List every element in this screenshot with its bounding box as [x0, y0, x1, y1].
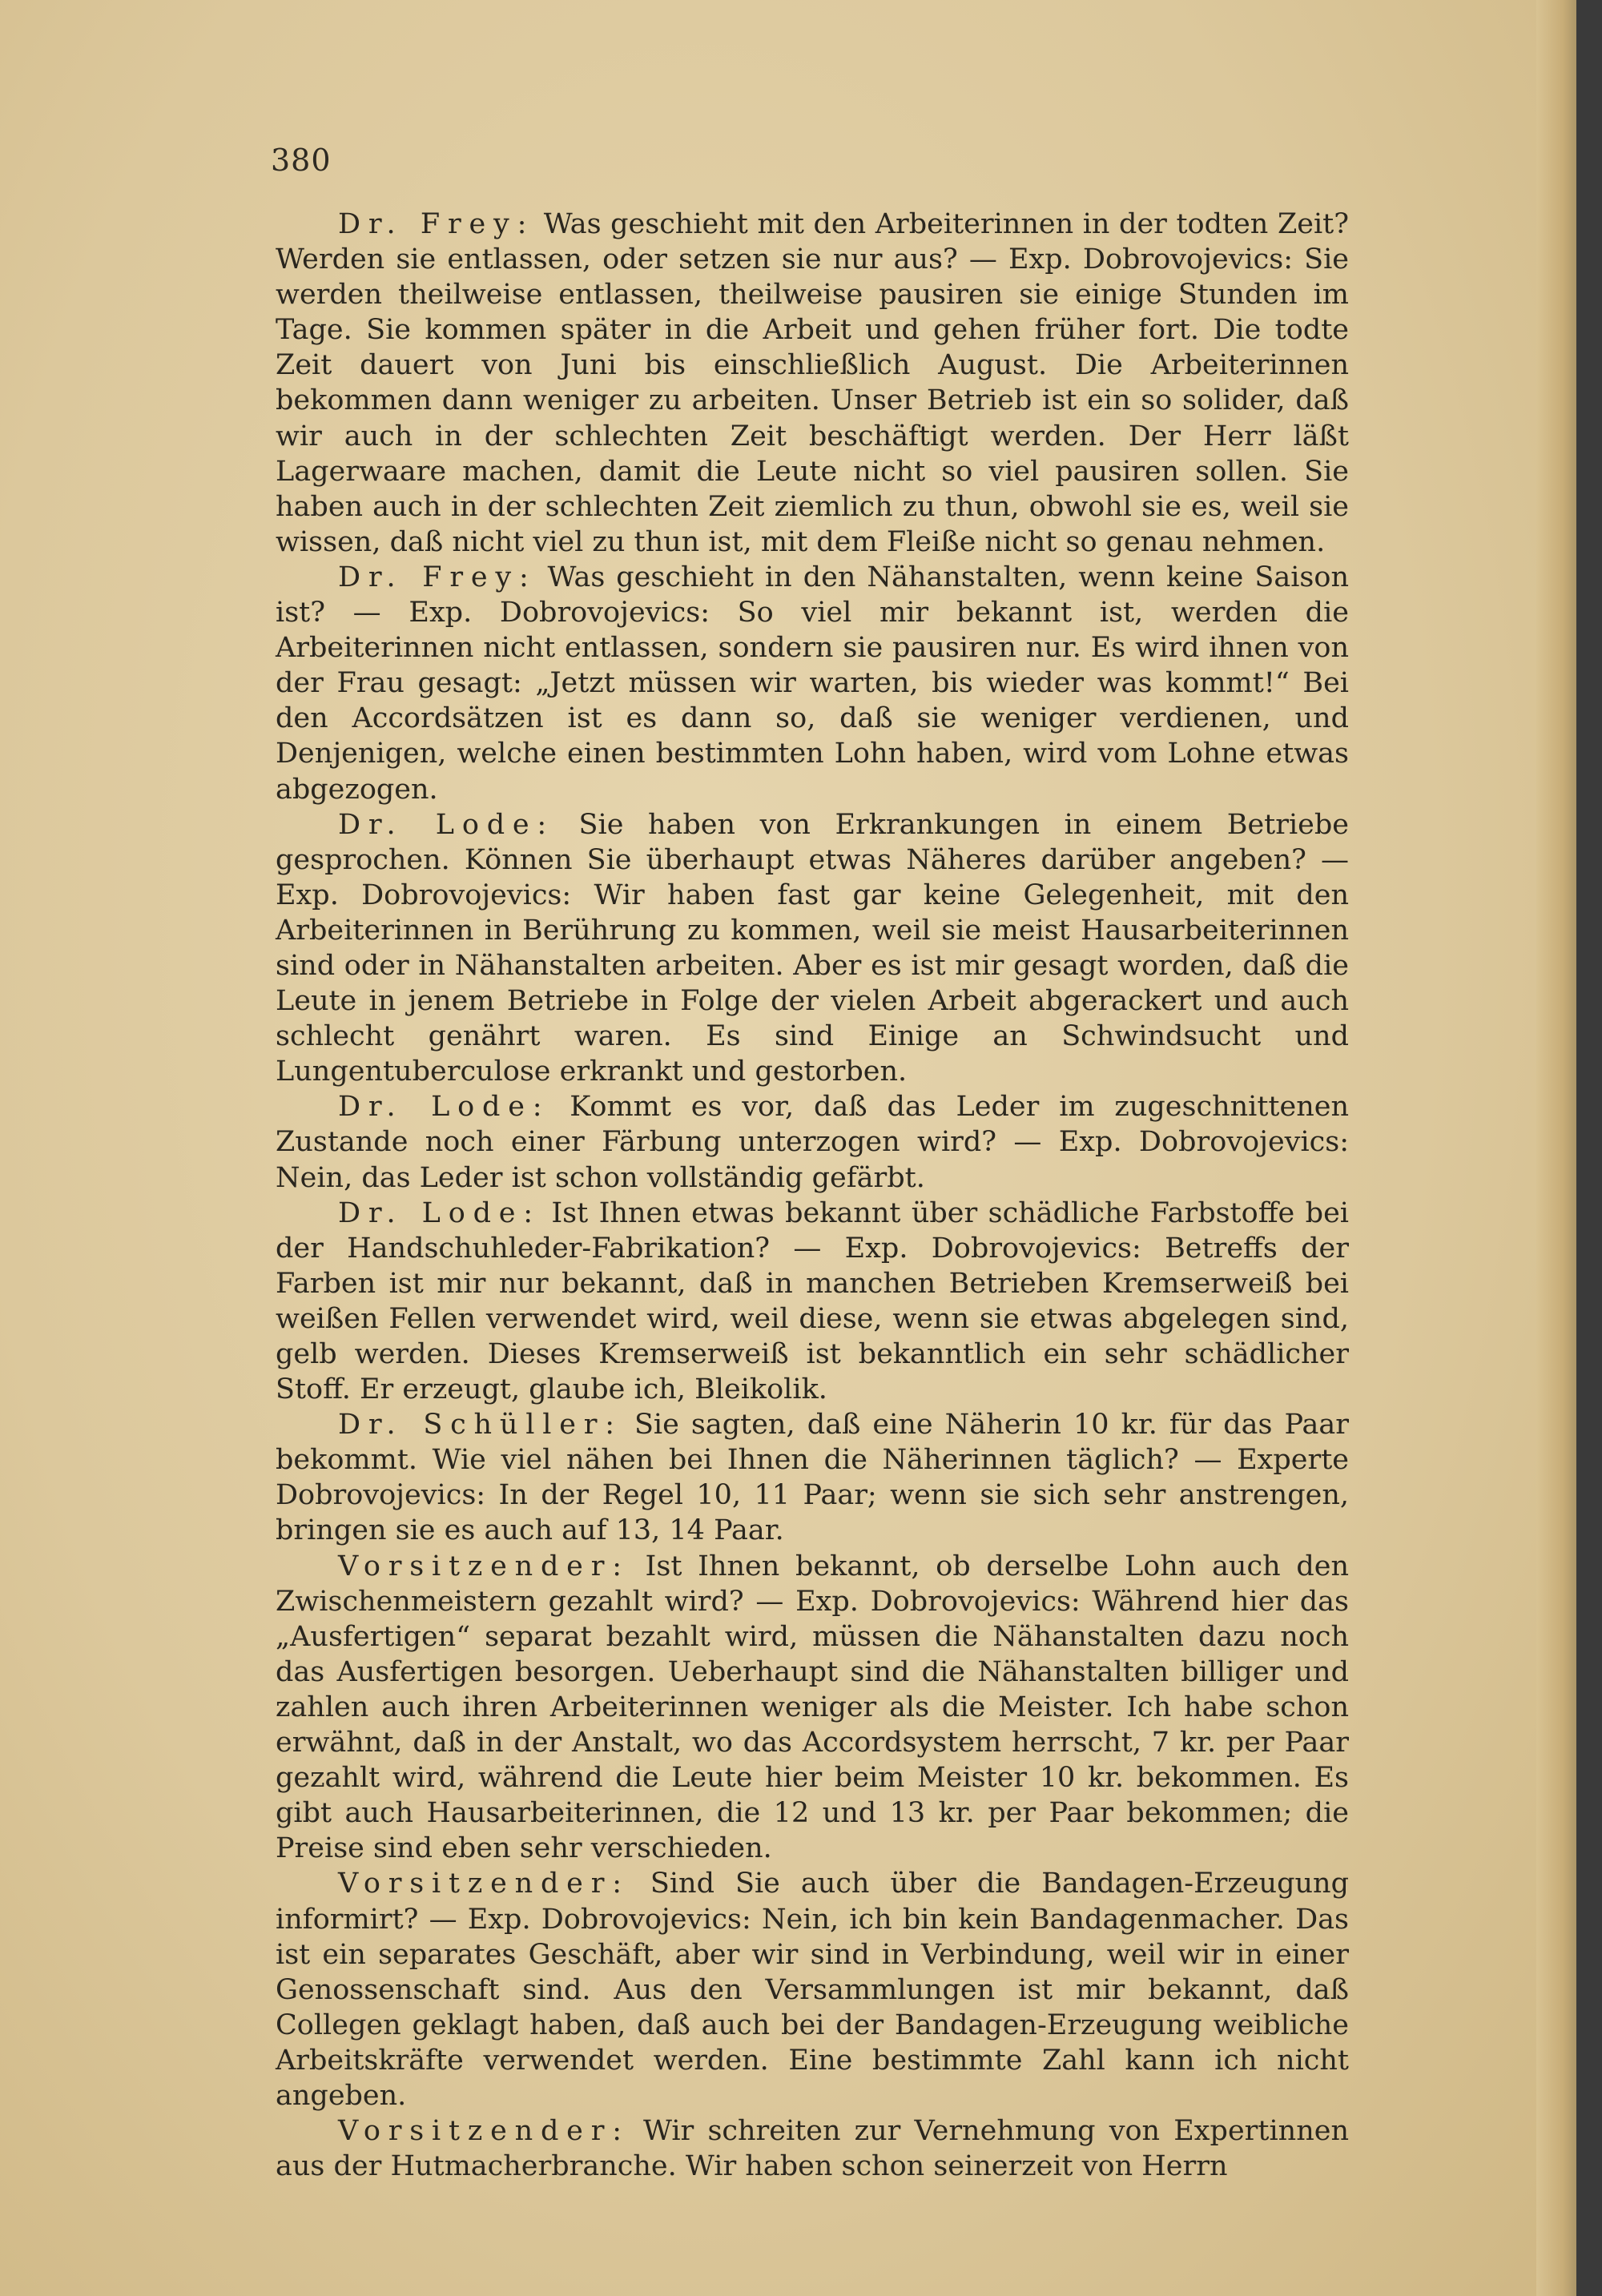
paragraph-text: Ist Ihnen etwas bekannt über schädliche Farbstoffe bei der Handschuhleder-Fabrikation? — Exp. Dobrovojevics: Betreffs der Farben ist mir nur bekannt, daß in manchen Betrieben Kremserweiß bei weißen Fellen verwendet wird, weil diese, wenn sie etwas abgelegen sind, gelb werden. Dieses Kremserweiß ist bekanntlich ein sehr schädlicher Stoff. Er erzeugt, glaube ich, Bleikolik.: [276, 1196, 1349, 1406]
speaker-label: Dr. Frey:: [338, 561, 537, 593]
speaker-label: Dr. Lode:: [338, 1091, 550, 1124]
speaker-label: Dr. Schüller:: [338, 1409, 622, 1442]
paragraph-frey-todte-zeit: [276, 207, 1349, 560]
speaker-label: Vorsitzender:: [338, 1868, 630, 1900]
speaker-label: Dr. Frey:: [338, 208, 535, 240]
paragraph-vorsitzender-zwischenmeister: [276, 1549, 1349, 1867]
paragraph-vorsitzender-hutmacher: [276, 2113, 1349, 2184]
paragraph-text: Wir schreiten zur Vernehmung von Expertinnen aus der Hutmacherbranche. Wir haben schon seinerzeit von Herrn: [276, 2115, 1349, 2183]
page-number: 380: [271, 143, 332, 178]
paragraph-schueller-naeherin: [276, 1407, 1349, 1548]
book-spine-shadow: [1576, 0, 1602, 2296]
speaker-label: Vorsitzender:: [338, 1550, 630, 1582]
paragraph-text: Sie sagten, daß eine Näherin 10 kr. für das Paar bekommt. Wie viel nähen bei Ihnen die Näherinnen täglich? — Experte Dobrovojevics: In der Regel 10, 11 Paar; wenn sie sich sehr anstrengen, bringen sie es auch auf 13, 14 Paar.: [276, 1409, 1350, 1547]
speaker-label: Dr. Lode:: [338, 808, 555, 841]
paragraph-text: Was geschieht in den Nähanstalten, wenn keine Saison ist? — Exp. Dobrovojevics: So viel mir bekannt ist, werden die Arbeiterinnen nicht entlassen, sondern sie pausiren nur. Es wird ihnen von der Frau gesagt: „Jetzt müssen wir warten, bis wieder was kommt!“ Bei den Accordsätzen ist es dann so, daß sie weniger verdienen, und Denjenigen, welche einen bestimmten Lohn haben, wird vom Lohne etwas abgezogen.: [276, 561, 1349, 806]
paragraph-lode-faerbung: [276, 1089, 1349, 1195]
paragraph-text: Sind Sie auch über die Bandagen-Erzeugung informirt? — Exp. Dobrovojevics: Nein, ich bin kein Bandagenmacher. Das ist ein separates Geschäft, aber wir sind in Verbindung, weil wir in einer Genossenschaft sind. Aus den Versammlungen ist mir bekannt, daß Collegen geklagt haben, daß auch bei der Bandagen-Erzeugung weibliche Arbeitskräfte verwendet werden. Eine bestimmte Zahl kann ich nicht angeben.: [276, 1868, 1349, 2112]
speaker-label: Dr. Lode:: [338, 1196, 541, 1229]
paragraph-text: Kommt es vor, daß das Leder im zugeschnittenen Zustande noch einer Färbung unterzogen wird? — Exp. Dobrovojevics: Nein, das Leder ist schon vollständig gefärbt.: [276, 1091, 1349, 1194]
paragraph-text: Was geschieht mit den Arbeiterinnen in der todten Zeit? Werden sie entlassen, oder setzen sie nur aus? — Exp. Dobrovojevics: Sie werden theilweise entlassen, theilweise pausiren sie einige Stunden im Tage. Sie kommen später in die Arbeit und gehen früher fort. Die todte Zeit dauert von Juni bis einschließlich August. Die Arbeiterinnen bekommen dann weniger zu arbeiten. Unser Betrieb ist ein so solider, daß wir auch in der schlechten Zeit beschäftigt werden. Der Herr läßt Lagerwaare machen, damit die Leute nicht so viel pausiren sollen. Sie haben auch in der schlechten Zeit ziemlich zu thun, obwohl sie es, weil sie wissen, daß nicht viel zu thun ist, mit dem Fleiße nicht so genau nehmen.: [276, 208, 1349, 558]
body-text: [276, 207, 1349, 2184]
paragraph-text: Ist Ihnen bekannt, ob derselbe Lohn auch den Zwischenmeistern gezahlt wird? — Exp. Dobrovojevics: Während hier das „Ausfertigen“ separat bezahlt wird, müssen die Nähanstalten dazu noch das Ausfertigen besorgen. Ueberhaupt sind die Nähanstalten billiger und zahlen auch ihren Arbeiterinnen weniger als die Meister. Ich habe schon erwähnt, daß in der Anstalt, wo das Accordsystem herrscht, 7 kr. per Paar gezahlt wird, während die Leute hier beim Meister 10 kr. bekommen. Es gibt auch Hausarbeiterinnen, die 12 und 13 kr. per Paar bekommen; die Preise sind eben sehr verschieden.: [276, 1550, 1349, 1865]
paragraph-frey-naehanstalten: [276, 560, 1349, 807]
speaker-label: Vorsitzender:: [338, 2115, 630, 2148]
paragraph-text: Sie haben von Erkrankungen in einem Betriebe gesprochen. Können Sie überhaupt etwas Näheres darüber angeben? — Exp. Dobrovojevics: Wir haben fast gar keine Gelegenheit, mit den Arbeiterinnen in Berührung zu kommen, weil sie meist Hausarbeiterinnen sind oder in Nähanstalten arbeiten. Aber es ist mir gesagt worden, daß die Leute in jenem Betriebe in Folge der vielen Arbeit abgerackert und auch schlecht genährt waren. Es sind Einige an Schwindsucht und Lungentuberculose erkrankt und gestorben.: [276, 808, 1349, 1088]
paragraph-lode-farbstoffe: [276, 1196, 1349, 1408]
paragraph-vorsitzender-bandagen: [276, 1866, 1349, 2113]
paragraph-lode-erkrankungen: [276, 807, 1349, 1090]
